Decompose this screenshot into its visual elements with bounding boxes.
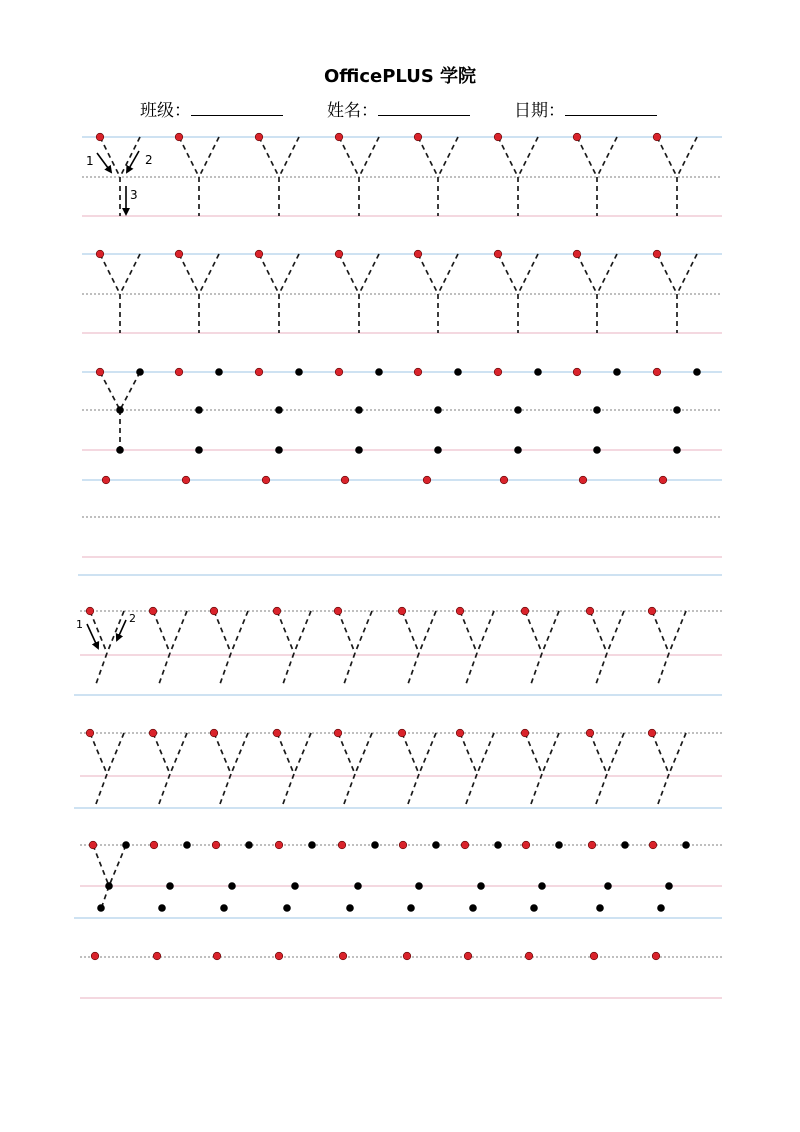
y-left-stroke: [339, 254, 359, 294]
italic-y-left-stroke: [277, 611, 294, 653]
italic-y-left-stroke: [525, 611, 542, 653]
y-right-stroke: [359, 254, 379, 294]
italic-stroke-number-1: 1: [76, 618, 83, 631]
start-dot: [255, 133, 263, 141]
stroke-number-2: 2: [145, 153, 153, 167]
point-dot: [116, 406, 124, 414]
point-dot: [673, 446, 681, 454]
y-right-stroke: [518, 254, 538, 294]
italic-y-tail-stroke: [408, 774, 419, 804]
italic-y-left-stroke: [590, 611, 607, 653]
start-dot: [652, 952, 660, 960]
italic-y-left-stroke: [153, 611, 170, 653]
y-right-stroke: [677, 137, 697, 177]
point-dot: [555, 841, 563, 849]
point-dot: [593, 406, 601, 414]
point-dot: [665, 882, 673, 890]
point-dot: [514, 406, 522, 414]
y-left-stroke: [577, 137, 597, 177]
start-dot: [579, 476, 587, 484]
start-dot: [588, 841, 596, 849]
point-dot: [354, 882, 362, 890]
start-dot: [212, 841, 220, 849]
italic-y-tail-stroke: [408, 653, 419, 684]
start-dot: [175, 133, 183, 141]
y-right-stroke: [120, 372, 140, 410]
start-dot: [461, 841, 469, 849]
italic-y-tail-stroke: [596, 653, 607, 684]
start-dot: [500, 476, 508, 484]
italic-y-right-stroke: [109, 845, 126, 886]
start-dot: [423, 476, 431, 484]
guide-lines: [74, 137, 722, 998]
point-dot: [371, 841, 379, 849]
point-dot: [434, 446, 442, 454]
italic-y-left-stroke: [402, 611, 419, 653]
point-dot: [434, 406, 442, 414]
italic-y-right-stroke: [355, 733, 372, 774]
start-dot: [335, 133, 343, 141]
y-left-stroke: [498, 254, 518, 294]
y-right-stroke: [438, 137, 458, 177]
start-dot: [273, 729, 281, 737]
italic-y-tail-stroke: [96, 774, 107, 804]
italic-y-tail-stroke: [220, 653, 231, 684]
point-dot: [593, 446, 601, 454]
start-dot: [153, 952, 161, 960]
italic-y-right-stroke: [542, 611, 559, 653]
point-dot: [195, 406, 203, 414]
start-dot: [175, 368, 183, 376]
y-left-stroke: [259, 137, 279, 177]
y-left-stroke: [657, 254, 677, 294]
italic-y-left-stroke: [338, 733, 355, 774]
start-dot: [456, 607, 464, 615]
point-dot: [228, 882, 236, 890]
italic-y-right-stroke: [355, 611, 372, 653]
point-dot: [407, 904, 415, 912]
point-dot: [136, 368, 144, 376]
y-left-stroke: [657, 137, 677, 177]
point-dot: [308, 841, 316, 849]
italic-y-left-stroke: [525, 733, 542, 774]
start-dot: [175, 250, 183, 258]
italic-y-tail-stroke: [466, 774, 477, 804]
y-right-stroke: [677, 254, 697, 294]
point-dot: [494, 841, 502, 849]
italic-y-tail-stroke: [531, 774, 542, 804]
start-dot: [334, 607, 342, 615]
start-dot: [573, 133, 581, 141]
point-dot: [195, 446, 203, 454]
point-dot: [295, 368, 303, 376]
italic-y-left-stroke: [214, 733, 231, 774]
point-dot: [245, 841, 253, 849]
point-dot: [538, 882, 546, 890]
italic-y-right-stroke: [170, 611, 187, 653]
start-dot: [89, 841, 97, 849]
start-dot: [86, 729, 94, 737]
y-right-stroke: [199, 254, 219, 294]
point-dot: [275, 406, 283, 414]
italic-y-left-stroke: [402, 733, 419, 774]
italic-y-right-stroke: [477, 611, 494, 653]
italic-y-right-stroke: [607, 733, 624, 774]
italic-y-right-stroke: [419, 611, 436, 653]
point-dot: [682, 841, 690, 849]
point-dot: [215, 368, 223, 376]
start-dot: [586, 729, 594, 737]
start-dot: [210, 607, 218, 615]
start-dot: [414, 133, 422, 141]
point-dot: [122, 841, 130, 849]
stroke-arrow-2: [127, 151, 139, 172]
italic-y-tail-stroke: [658, 774, 669, 804]
start-dot: [262, 476, 270, 484]
point-dot: [673, 406, 681, 414]
start-dot: [586, 607, 594, 615]
italic-y-right-stroke: [607, 611, 624, 653]
start-dot: [255, 250, 263, 258]
point-dot: [183, 841, 191, 849]
y-left-stroke: [100, 254, 120, 294]
italic-stroke-number-2: 2: [129, 612, 136, 625]
point-dot: [97, 904, 105, 912]
start-dot: [96, 133, 104, 141]
italic-y-right-stroke: [231, 611, 248, 653]
start-dot: [494, 368, 502, 376]
start-dot: [335, 250, 343, 258]
y-right-stroke: [279, 137, 299, 177]
italic-y-tail-stroke: [658, 653, 669, 684]
start-dot: [210, 729, 218, 737]
point-dot: [415, 882, 423, 890]
start-dot: [96, 250, 104, 258]
y-right-stroke: [597, 254, 617, 294]
y-left-stroke: [100, 372, 120, 410]
start-dot: [182, 476, 190, 484]
y-left-stroke: [418, 137, 438, 177]
start-dot: [339, 952, 347, 960]
point-dot: [355, 406, 363, 414]
y-left-stroke: [179, 137, 199, 177]
point-dot: [534, 368, 542, 376]
start-dot: [648, 607, 656, 615]
italic-y-left-stroke: [90, 733, 107, 774]
class-label: 班级：: [140, 101, 191, 121]
start-dot: [149, 607, 157, 615]
tracing-dots: [86, 133, 701, 960]
start-dot: [341, 476, 349, 484]
page-title: OfficePLUS 学院: [323, 66, 477, 87]
italic-y-tail-stroke: [283, 774, 294, 804]
stroke-number-3: 3: [130, 188, 138, 202]
italic-y-tail-stroke: [531, 653, 542, 684]
italic-y-right-stroke: [669, 733, 686, 774]
italic-y-left-stroke: [460, 733, 477, 774]
italic-y-left-stroke: [93, 845, 109, 886]
start-dot: [398, 729, 406, 737]
point-dot: [613, 368, 621, 376]
start-dot: [403, 952, 411, 960]
point-dot: [166, 882, 174, 890]
name-label: 姓名：: [327, 101, 378, 121]
start-dot: [456, 729, 464, 737]
start-dot: [398, 607, 406, 615]
italic-y-right-stroke: [669, 611, 686, 653]
italic-y-tail-stroke: [159, 653, 170, 684]
y-left-stroke: [339, 137, 359, 177]
italic-y-left-stroke: [652, 733, 669, 774]
y-right-stroke: [597, 137, 617, 177]
italic-y-tail-stroke: [466, 653, 477, 684]
start-dot: [659, 476, 667, 484]
italic-y-tail-stroke: [344, 653, 355, 684]
y-right-stroke: [120, 137, 140, 177]
italic-y-tail-stroke: [344, 774, 355, 804]
y-left-stroke: [259, 254, 279, 294]
point-dot: [469, 904, 477, 912]
start-dot: [464, 952, 472, 960]
italic-y-left-stroke: [214, 611, 231, 653]
point-dot: [432, 841, 440, 849]
start-dot: [590, 952, 598, 960]
y-right-stroke: [438, 254, 458, 294]
start-dot: [213, 952, 221, 960]
start-dot: [255, 368, 263, 376]
point-dot: [375, 368, 383, 376]
start-dot: [275, 841, 283, 849]
start-dot: [275, 952, 283, 960]
date-label: 日期：: [514, 101, 565, 121]
start-dot: [521, 607, 529, 615]
point-dot: [693, 368, 701, 376]
start-dot: [573, 368, 581, 376]
italic-y-tail-stroke: [159, 774, 170, 804]
point-dot: [283, 904, 291, 912]
y-left-stroke: [577, 254, 597, 294]
start-dot: [573, 250, 581, 258]
italic-y-left-stroke: [338, 611, 355, 653]
start-dot: [102, 476, 110, 484]
italic-y-tail-stroke: [220, 774, 231, 804]
start-dot: [653, 250, 661, 258]
start-dot: [414, 368, 422, 376]
y-right-stroke: [120, 254, 140, 294]
italic-y-right-stroke: [419, 733, 436, 774]
stroke-number-1: 1: [86, 154, 94, 168]
y-right-stroke: [518, 137, 538, 177]
italic-y-left-stroke: [90, 611, 107, 653]
start-dot: [150, 841, 158, 849]
italic-y-tail-stroke: [283, 653, 294, 684]
start-dot: [86, 607, 94, 615]
point-dot: [158, 904, 166, 912]
italic-y-right-stroke: [231, 733, 248, 774]
italic-y-right-stroke: [107, 733, 124, 774]
start-dot: [494, 250, 502, 258]
start-dot: [338, 841, 346, 849]
point-dot: [275, 446, 283, 454]
start-dot: [399, 841, 407, 849]
point-dot: [355, 446, 363, 454]
start-dot: [653, 368, 661, 376]
point-dot: [291, 882, 299, 890]
point-dot: [116, 446, 124, 454]
italic-y-tail-stroke: [596, 774, 607, 804]
italic-y-left-stroke: [652, 611, 669, 653]
italic-y-left-stroke: [590, 733, 607, 774]
y-left-stroke: [179, 254, 199, 294]
point-dot: [454, 368, 462, 376]
point-dot: [530, 904, 538, 912]
start-dot: [335, 368, 343, 376]
start-dot: [649, 841, 657, 849]
italic-y-tail-stroke: [96, 653, 107, 684]
italic-y-right-stroke: [170, 733, 187, 774]
start-dot: [273, 607, 281, 615]
italic-y-left-stroke: [277, 733, 294, 774]
point-dot: [105, 882, 113, 890]
start-dot: [648, 729, 656, 737]
italic-y-right-stroke: [542, 733, 559, 774]
point-dot: [346, 904, 354, 912]
point-dot: [220, 904, 228, 912]
y-right-stroke: [199, 137, 219, 177]
point-dot: [657, 904, 665, 912]
italic-y-right-stroke: [477, 733, 494, 774]
start-dot: [96, 368, 104, 376]
start-dot: [522, 841, 530, 849]
start-dot: [414, 250, 422, 258]
italic-y-right-stroke: [294, 611, 311, 653]
start-dot: [91, 952, 99, 960]
point-dot: [596, 904, 604, 912]
y-right-stroke: [359, 137, 379, 177]
y-right-stroke: [279, 254, 299, 294]
point-dot: [477, 882, 485, 890]
y-left-stroke: [418, 254, 438, 294]
start-dot: [149, 729, 157, 737]
point-dot: [514, 446, 522, 454]
y-left-stroke: [498, 137, 518, 177]
italic-y-left-stroke: [460, 611, 477, 653]
point-dot: [621, 841, 629, 849]
point-dot: [604, 882, 612, 890]
start-dot: [334, 729, 342, 737]
start-dot: [653, 133, 661, 141]
italic-stroke-arrow-1: [87, 624, 98, 648]
start-dot: [494, 133, 502, 141]
italic-y-right-stroke: [294, 733, 311, 774]
start-dot: [525, 952, 533, 960]
italic-y-left-stroke: [153, 733, 170, 774]
start-dot: [521, 729, 529, 737]
